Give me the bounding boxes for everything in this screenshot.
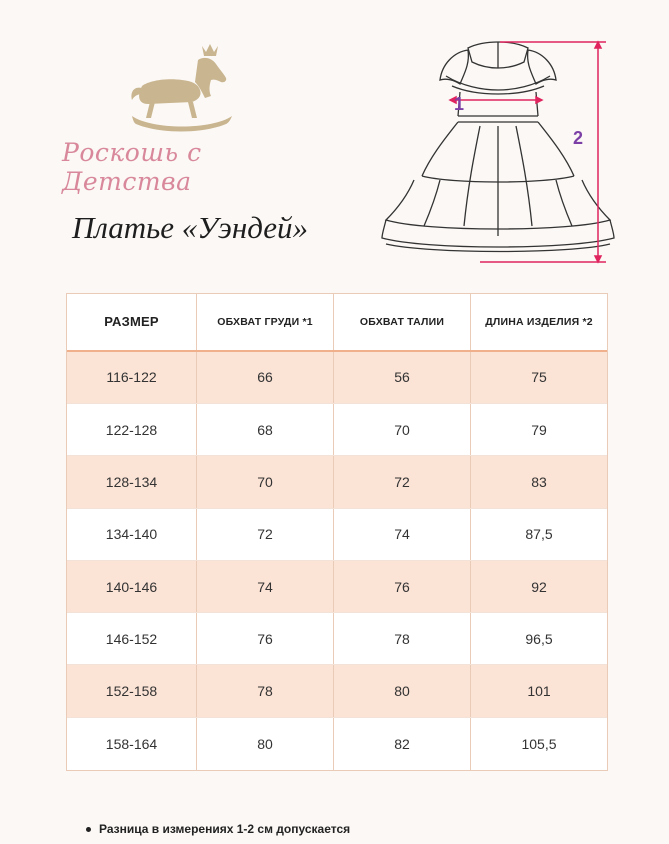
bullet-icon	[86, 827, 91, 832]
header-waist: ОБХВАТ ТАЛИИ	[334, 294, 471, 350]
measurement-note	[86, 822, 350, 836]
waist-cell: 80	[334, 665, 471, 716]
length-cell: 101	[527, 683, 551, 700]
chest-cell: 80	[197, 718, 334, 770]
note-text: Разница в измерениях 1-2 см допускается	[99, 822, 351, 836]
table-row	[67, 404, 607, 456]
waist-cell: 74	[334, 509, 471, 560]
table-header-row	[67, 294, 607, 352]
chest-cell: 68	[197, 404, 334, 455]
header-length: ДЛИНА ИЗДЕЛИЯ *2	[485, 315, 593, 328]
brand-name: Роскошь с Детства	[62, 138, 202, 196]
table-row	[67, 718, 607, 770]
length-cell: 92	[531, 578, 547, 595]
table-row	[67, 665, 607, 717]
table-row	[67, 352, 607, 404]
chest-cell: 66	[197, 352, 334, 403]
size-cell: 122-128	[67, 404, 197, 455]
table-row	[67, 561, 607, 613]
waist-cell: 56	[334, 352, 471, 403]
size-cell: 158-164	[67, 718, 197, 770]
waist-cell: 78	[334, 613, 471, 664]
size-table	[66, 293, 608, 771]
waist-cell: 82	[334, 718, 471, 770]
measure-label-1: 1	[454, 94, 465, 114]
header-size: РАЗМЕР	[67, 294, 197, 350]
length-cell: 105,5	[521, 735, 557, 752]
chest-cell: 76	[197, 613, 334, 664]
size-cell: 146-152	[67, 613, 197, 664]
chest-cell: 70	[197, 456, 334, 507]
waist-cell: 76	[334, 561, 471, 612]
size-cell: 128-134	[67, 456, 197, 507]
chest-cell: 78	[197, 665, 334, 716]
size-cell: 140-146	[67, 561, 197, 612]
page-title: Платье «Уэндей»	[72, 210, 309, 245]
table-row	[67, 456, 607, 508]
chest-cell: 74	[197, 561, 334, 612]
size-cell: 152-158	[67, 665, 197, 716]
dress-measurement-diagram	[380, 30, 620, 270]
waist-cell: 70	[334, 404, 471, 455]
table-row	[67, 509, 607, 561]
table-row	[67, 613, 607, 665]
header-chest: ОБХВАТ ГРУДИ *1	[197, 294, 334, 350]
length-cell: 83	[531, 473, 547, 490]
measure-label-2: 2	[573, 128, 584, 148]
length-cell: 75	[531, 369, 547, 386]
rocking-horse-logo-icon	[128, 38, 238, 133]
length-cell: 87,5	[525, 526, 553, 543]
waist-cell: 72	[334, 456, 471, 507]
size-cell: 134-140	[67, 509, 197, 560]
length-cell: 79	[531, 421, 547, 438]
size-cell: 116-122	[67, 352, 197, 403]
chest-cell: 72	[197, 509, 334, 560]
length-cell: 96,5	[525, 630, 553, 647]
